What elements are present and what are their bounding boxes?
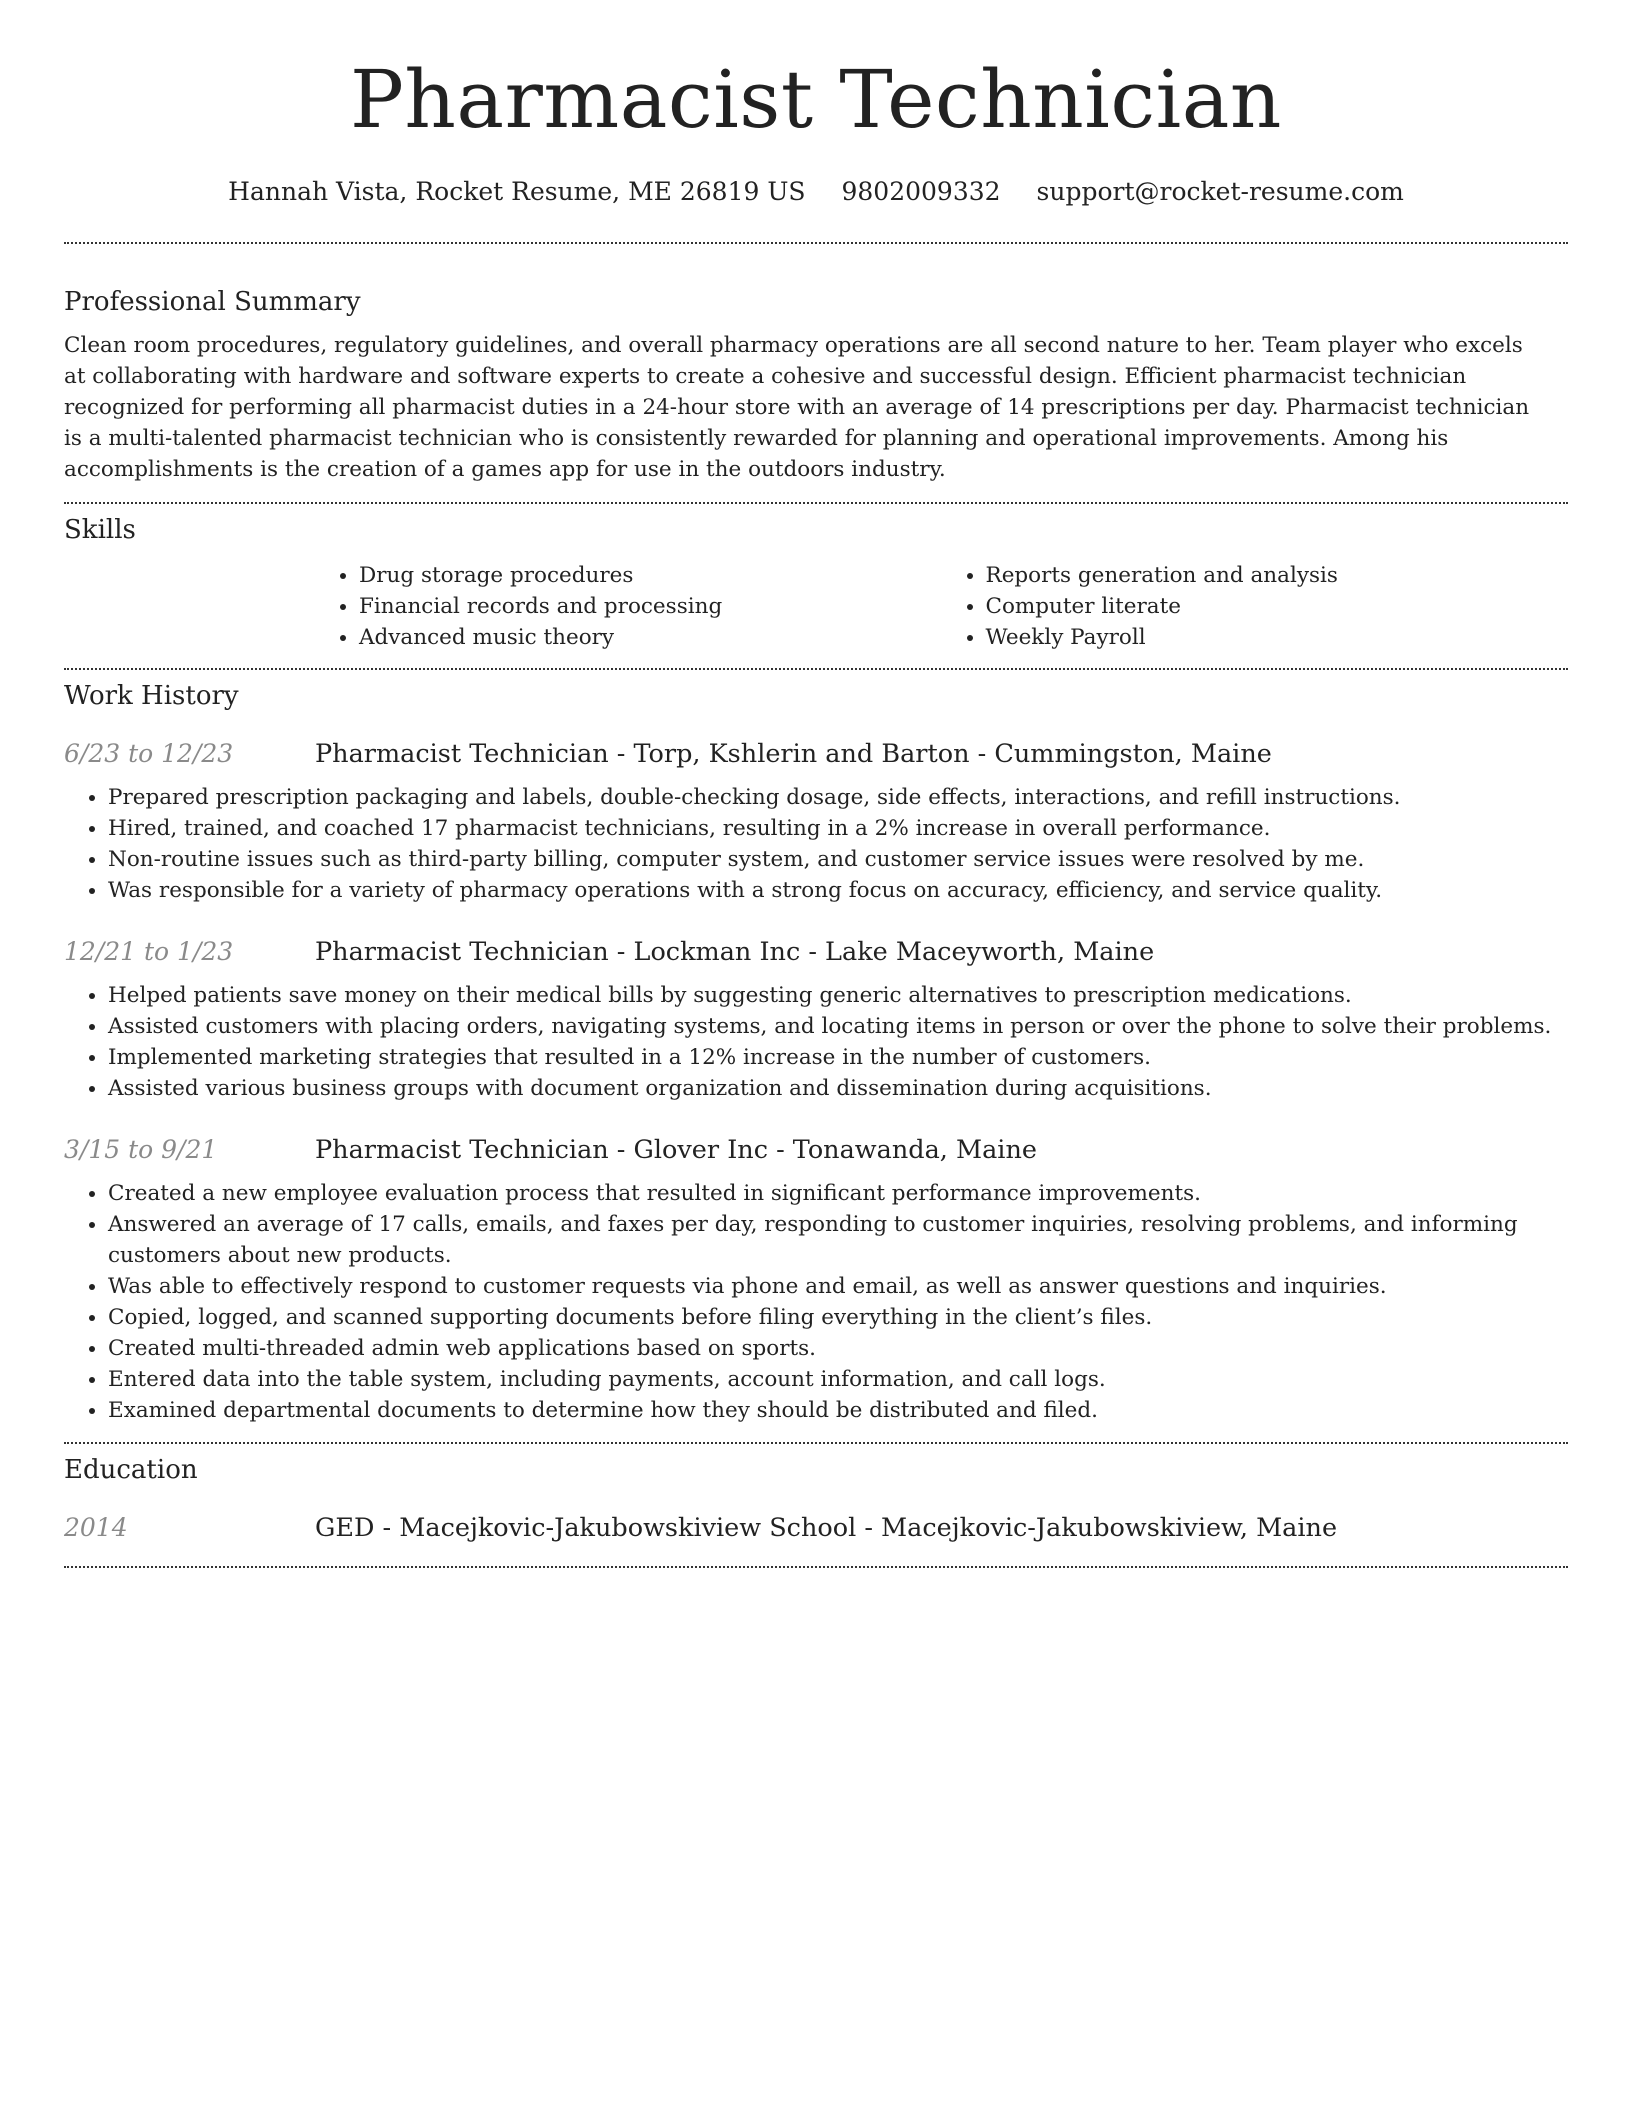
job-bullet: • Prepared prescription packaging and labels, double-checking dosage, side effects, interactions, and refill instructions. [108,782,1568,813]
work-heading: Work History [64,681,239,711]
job-bullet: • Copied, logged, and scanned supporting documents before filing everything in the client’s files. [108,1302,1568,1333]
job-header [64,738,1568,770]
contact-phone: 9802009332 [841,177,1001,206]
summary-text: Clean room procedures, regulatory guidelines, and overall pharmacy operations are all second nature to her. Team player who excels at collaborating with hardware and software experts to create a cohesive and successful design. Efficient pharmacist technician recognized for performing all pharmacist duties in a 24-hour store with an average of 14 prescriptions per day. Pharmacist technician is a multi-talented pharmacist technician who is consistently rewarded for planning and operational improvements. Among his accomplishments is the creation of a games app for use in the outdoors industry. [64,333,1530,482]
skills-list-right [942,560,1569,653]
job-bullet: • Entered data into the table system, including payments, account information, and call logs. [108,1364,1568,1395]
divider [64,242,1568,244]
job-bullet: • Created multi-threaded admin web applications based on sports. [108,1333,1568,1364]
education-date: 2014 [64,1513,128,1542]
education-entry [64,1512,1568,1544]
work-section [64,680,1568,1426]
divider [64,1442,1568,1444]
job-bullet: • Created a new employee evaluation process that resulted in significant performance improvements. [108,1178,1568,1209]
job-bullet: • Assisted customers with placing orders, navigating systems, and locating items in person or over the phone to solve their problems. [108,1011,1568,1042]
skill-item: • Weekly Payroll [986,622,1569,653]
job-header [64,1134,1568,1166]
contact-email: support@rocket-resume.com [1036,177,1404,206]
skill-item: • Computer literate [986,591,1569,622]
job-bullet: • Non-routine issues such as third-party billing, computer system, and customer service issues were resolved by me. [108,844,1568,875]
skills-grid [315,560,1568,653]
summary-section [64,286,1568,485]
job-bullet: • Assisted various business groups with document organization and dissemination during acquisitions. [108,1073,1568,1104]
divider [64,502,1568,504]
job-entry [64,1134,1568,1426]
divider [64,1566,1568,1568]
job-title: Pharmacist Technician - Torp, Kshlerin and Barton - Cummingston, Maine [315,739,1272,769]
divider [64,668,1568,670]
job-bullets [64,980,1568,1104]
job-header [64,936,1568,968]
job-bullet: • Was responsible for a variety of pharmacy operations with a strong focus on accuracy, efficiency, and service quality. [108,875,1568,906]
job-bullet: • Answered an average of 17 calls, emails, and faxes per day, responding to customer inquiries, resolving problems, and informing customers about new products. [108,1209,1568,1271]
job-bullets [64,1178,1568,1426]
job-title: Pharmacist Technician - Lockman Inc - Lake Maceyworth, Maine [315,937,1155,967]
education-heading: Education [64,1455,198,1485]
job-bullets [64,782,1568,906]
resume-title: Pharmacist Technician [350,53,1282,146]
education-title: GED - Macejkovic-Jakubowskiview School - Macejkovic-Jakubowskiview, Maine [315,1513,1338,1543]
education-section [64,1454,1568,1544]
summary-heading: Professional Summary [64,287,361,317]
job-date: 6/23 to 12/23 [64,739,234,768]
job-entry [64,936,1568,1104]
skills-list-left [315,560,942,653]
job-date: 3/15 to 9/21 [64,1135,218,1164]
contact-address: Hannah Vista, Rocket Resume, ME 26819 US [228,177,806,206]
contact-line [64,176,1568,208]
job-bullet: • Hired, trained, and coached 17 pharmacist technicians, resulting in a 2% increase in overall performance. [108,813,1568,844]
job-date: 12/21 to 1/23 [64,937,234,966]
skill-item: • Financial records and processing [359,591,942,622]
job-bullet: • Was able to effectively respond to customer requests via phone and email, as well as answer questions and inquiries. [108,1271,1568,1302]
skill-item: • Reports generation and analysis [986,560,1569,591]
job-bullet: • Implemented marketing strategies that resulted in a 12% increase in the number of customers. [108,1042,1568,1073]
skills-section [64,514,1568,653]
job-bullet: • Examined departmental documents to determine how they should be distributed and filed. [108,1395,1568,1426]
skill-item: • Drug storage procedures [359,560,942,591]
skills-heading: Skills [64,515,136,545]
skill-item: • Advanced music theory [359,622,942,653]
job-title: Pharmacist Technician - Glover Inc - Tonawanda, Maine [315,1135,1037,1165]
job-bullet: • Helped patients save money on their medical bills by suggesting generic alternatives to prescription medications. [108,980,1568,1011]
job-entry [64,738,1568,906]
